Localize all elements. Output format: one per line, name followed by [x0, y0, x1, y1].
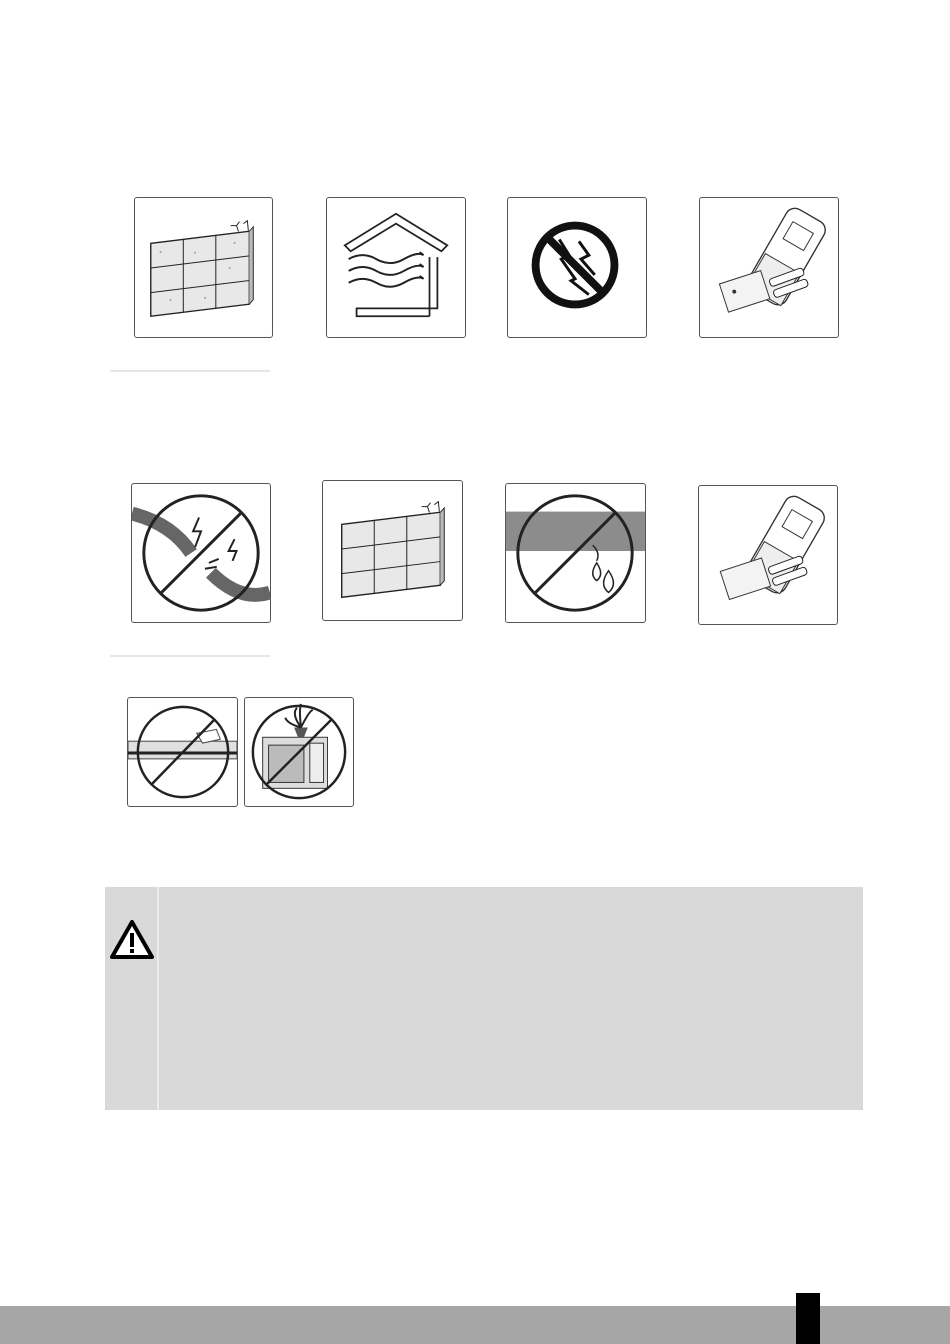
no-damaged-cable-icon [131, 483, 271, 623]
scan-artifact [110, 655, 270, 657]
warning-triangle-icon [110, 920, 154, 960]
remote-battery-icon [698, 485, 838, 625]
page-number-tab [796, 1293, 820, 1344]
scan-artifact [110, 370, 270, 372]
no-plant-on-outdoor-unit-icon [244, 697, 354, 807]
no-obstruction-indoor-unit-icon [127, 697, 238, 807]
solar-panel-icon [134, 197, 273, 338]
remote-battery-icon [699, 197, 839, 338]
panel-divider [157, 887, 159, 1110]
warning-panel [105, 887, 863, 1110]
ventilated-house-icon [326, 197, 466, 338]
no-lightning-icon [507, 197, 647, 338]
no-water-icon [505, 483, 646, 623]
solar-panel-icon [322, 480, 463, 621]
